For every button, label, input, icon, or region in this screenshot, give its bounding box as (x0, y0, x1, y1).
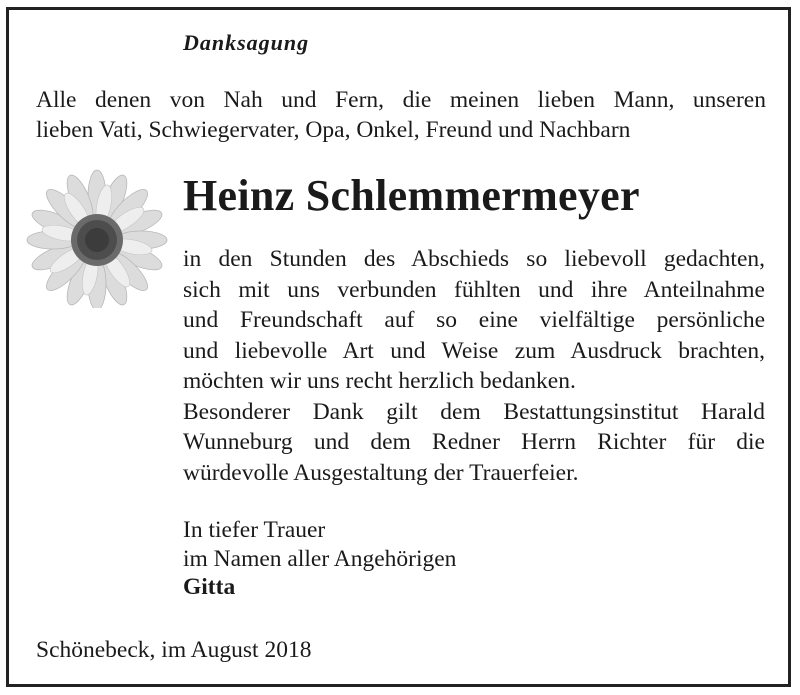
body-line: und Freundschaft auf so eine vielfältige persönliche (183, 307, 765, 333)
place-date: Schönebeck, im August 2018 (36, 637, 312, 663)
body-line: würdevolle Ausgestaltung der Trauerfeier. (183, 459, 579, 486)
closing-line: In tiefer Trauer (183, 517, 326, 543)
intro-text (36, 86, 766, 145)
sunflower-icon (22, 168, 172, 308)
body-line: und liebevolle Art und Weise zum Ausdruck brachten, (183, 337, 765, 364)
signature: Gitta (183, 574, 236, 600)
closing-block (183, 516, 456, 602)
body-line: Wunneburg und dem Redner Herrn Richter für die (183, 429, 765, 455)
body-line: in den Stunden des Abschieds so liebevoll gedachten, (183, 246, 765, 272)
deceased-name: Heinz Schlemmermeyer (183, 171, 640, 220)
closing-line: im Namen aller Angehörigen (183, 545, 457, 572)
body-line: möchten wir uns recht herzlich bedanken. (183, 368, 576, 394)
body-text (183, 244, 765, 488)
body-line: sich mit uns verbunden fühlten und ihre Anteilnahme (183, 276, 765, 303)
intro-line: Alle denen von Nah und Fern, die meinen lieben Mann, unseren (36, 87, 766, 113)
body-line: Besonderer Dank gilt dem Bestattungsinstitut Harald (183, 398, 765, 425)
notice-heading: Danksagung (183, 30, 310, 55)
intro-line: lieben Vati, Schwiegervater, Opa, Onkel, Freund und Nachbarn (36, 116, 631, 143)
